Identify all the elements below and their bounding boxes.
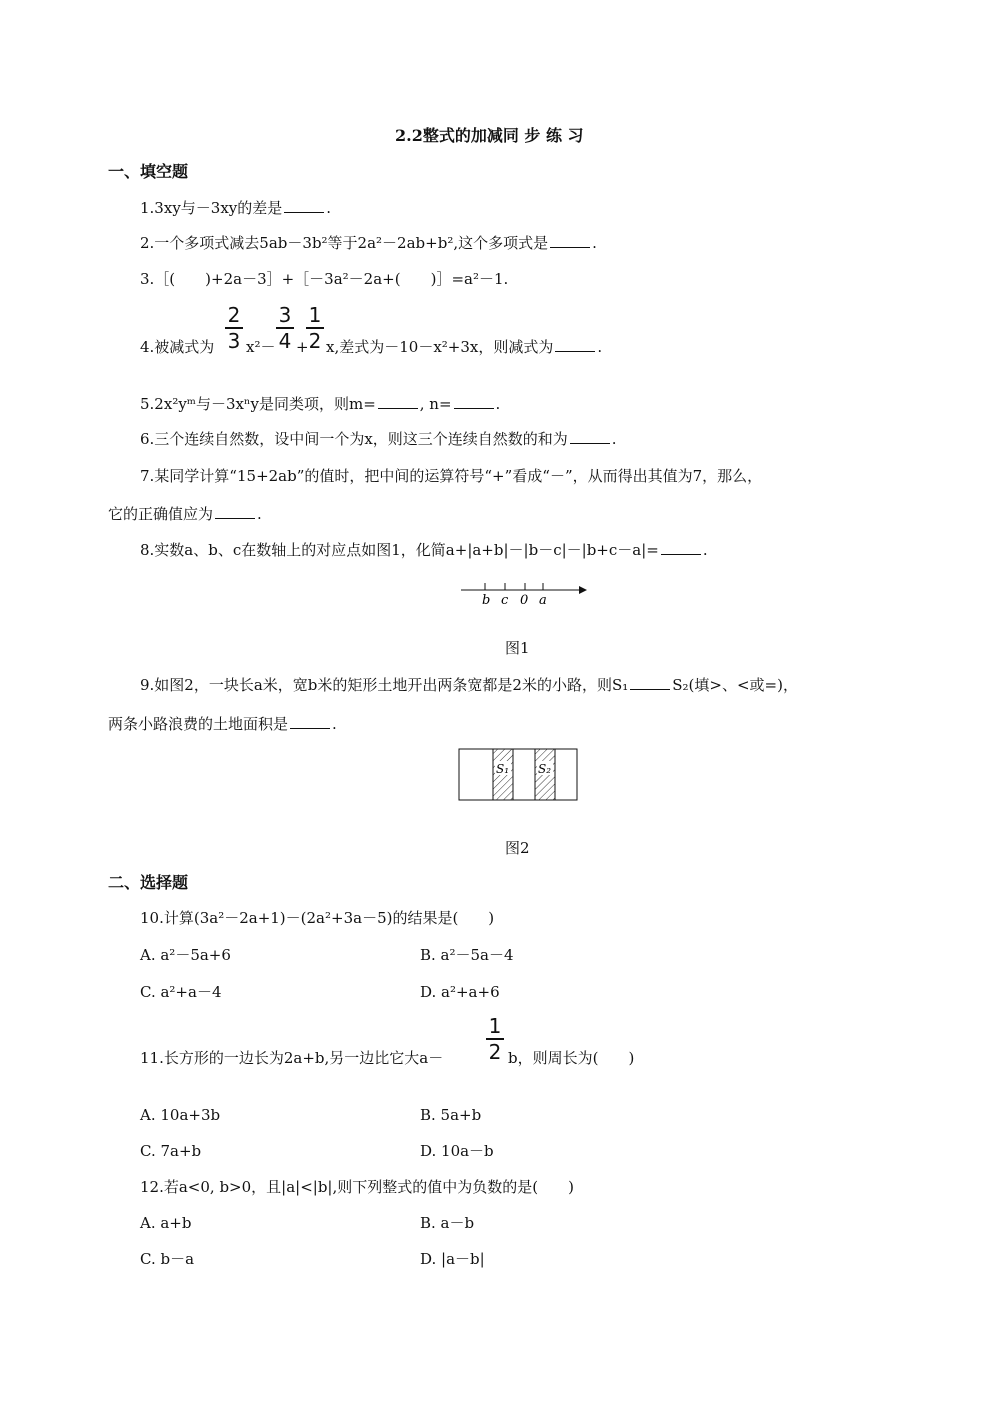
fraction-numerator: 3 [278,303,292,327]
answer-blank[interactable] [215,504,255,519]
question-5-end: . [495,395,501,413]
fraction-1-2-q11 [486,1016,504,1062]
label-b: b [482,593,491,608]
answer-blank[interactable] [570,429,610,444]
question-9-text2: 两条小路浪费的土地面积是 [108,715,289,733]
label-0: 0 [520,593,529,608]
page-title: 2.2整式的加减同 步 练 习 [395,126,584,145]
option-10-c[interactable]: C. a²+a－4 [140,983,222,1001]
question-5-text: 5.2x²yᵐ与－3xⁿy是同类项，则m= [140,395,376,413]
answer-blank-compare[interactable] [630,675,670,690]
question-7-line1: 7.某同学计算“15+2ab”的值时，把中间的运算符号“+”看成“－”，从而得出其值为7，那么， [140,467,763,485]
answer-blank[interactable] [555,337,595,352]
section-choice-heading: 二、选择题 [108,873,189,892]
question-7-line2 [108,504,262,524]
question-4-prefix: 4.被减式为 [140,338,215,356]
figure-1-caption: 图1 [505,639,530,657]
question-4-plus: + [296,338,309,356]
question-6-text: 6.三个连续自然数，设中间一个为x，则这三个连续自然数的和为 [140,430,568,448]
question-1-end: . [326,199,332,217]
question-9-line2 [108,714,337,734]
fraction-denominator: 2 [488,1040,502,1064]
option-11-c[interactable]: C. 7a+b [140,1142,202,1160]
label-s2: S₂ [538,762,552,776]
fraction-denominator: 3 [227,329,241,353]
option-11-b[interactable]: B. 5a+b [420,1106,482,1124]
question-7-end: . [257,505,262,523]
question-1 [140,198,331,218]
question-7-text: 它的正确值应为 [108,505,214,523]
fraction-2-3 [225,305,243,351]
figure-1-number-line [455,578,595,608]
question-3: 3.［( )+2a－3］+［－3a²－2a+( )］=a²－1. [140,270,509,288]
question-6-end: . [611,430,617,448]
question-4-x2-minus: x²－ [246,338,276,356]
question-2-end: . [592,234,597,252]
fraction-3-4 [276,305,294,351]
fraction-denominator: 2 [308,329,322,353]
question-1-text: 1.3xy与－3xy的差是 [140,199,283,217]
option-12-d[interactable]: D. |a－b| [420,1250,485,1268]
question-5-mid: , n= [419,395,452,413]
option-12-c[interactable]: C. b－a [140,1250,195,1268]
option-10-d[interactable]: D. a²+a+6 [420,983,500,1001]
question-9-text: 9.如图2，一块长a米，宽b米的矩形土地开出两条宽都是2米的小路，则S₁ [140,676,629,694]
question-5 [140,394,500,414]
answer-blank-m[interactable] [378,394,418,409]
fraction-1-2 [306,305,324,351]
answer-blank[interactable] [550,233,590,248]
section-fill-in-heading: 一、填空题 [108,162,189,181]
option-12-a[interactable]: A. a+b [140,1214,192,1232]
fraction-numerator: 1 [488,1014,502,1038]
question-11-prefix: 11.长方形的一边长为2a+b,另一边比它大a－ [140,1049,444,1067]
question-2 [140,233,597,253]
question-9-mid: S₂(填>、<或=)， [672,676,798,694]
option-11-d[interactable]: D. 10a－b [420,1142,494,1160]
question-8 [140,540,708,560]
option-10-b[interactable]: B. a²－5a－4 [420,946,514,964]
question-11-suffix: b，则周长为( ) [508,1049,635,1067]
question-6 [140,429,617,449]
question-8-end: . [702,541,708,559]
answer-blank[interactable] [284,198,324,213]
answer-blank-n[interactable] [454,394,494,409]
question-4-end: . [597,338,603,356]
land-rectangle [459,749,577,800]
question-4-text: x,差式为－10－x²+3x，则减式为 [326,338,554,356]
question-9-line1 [140,675,798,695]
answer-blank[interactable] [661,540,701,555]
fraction-numerator: 2 [227,303,241,327]
question-2-text: 2.一个多项式减去5ab－3b²等于2a²－2ab+b²,这个多项式是 [140,234,549,252]
question-4-rest [326,337,602,357]
number-line-arrow [579,586,587,594]
option-11-a[interactable]: A. 10a+3b [140,1106,221,1124]
option-12-b[interactable]: B. a－b [420,1214,475,1232]
question-9-end: . [332,715,337,733]
label-c: c [501,593,509,608]
label-s1: S₁ [496,762,510,776]
question-8-text: 8.实数a、b、c在数轴上的对应点如图1，化简a+|a+b|－|b－c|－|b+c－a|= [140,541,659,559]
question-10: 10.计算(3a²－2a+1)－(2a²+3a－5)的结果是( ) [140,909,495,927]
answer-blank[interactable] [290,714,330,729]
question-12: 12.若a<0, b>0，且|a|<|b|,则下列整式的值中为负数的是( ) [140,1178,574,1196]
label-a: a [539,593,547,608]
fraction-denominator: 4 [278,329,292,353]
figure-2-caption: 图2 [505,839,530,857]
option-10-a[interactable]: A. a²－5a+6 [140,946,231,964]
figure-2-rectangle [457,747,579,803]
fraction-numerator: 1 [308,303,322,327]
